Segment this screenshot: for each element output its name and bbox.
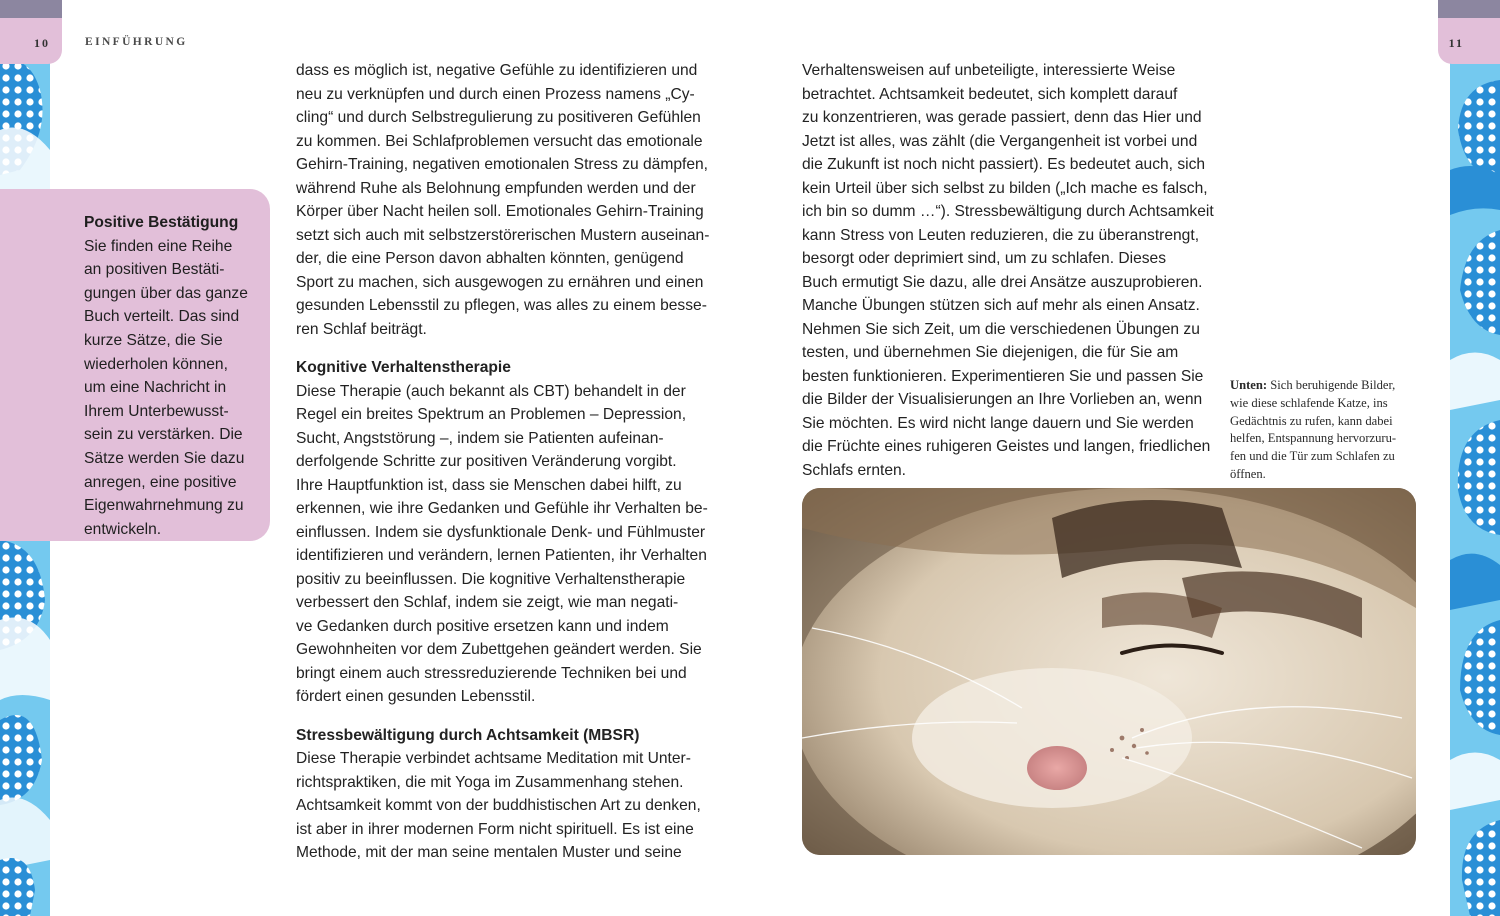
text-line: Körper über Nacht heilen soll. Emotionales Gehirn-Training (296, 203, 704, 220)
running-title: EINFÜHRUNG (85, 36, 188, 48)
text-line: gesunden Lebensstil zu pflegen, was alles zu einem besse- (296, 297, 707, 314)
text-line: während Ruhe als Belohnung empfunden werden und der (296, 179, 696, 197)
caption-line: wie diese schlafende Katze, ins (1230, 395, 1388, 410)
mbsr-heading: Stressbewältigung durch Achtsamkeit (MBSR) (296, 726, 640, 744)
text-line: besten funktionieren. Experimentieren Sie und passen Sie (802, 367, 1204, 385)
right-page-number: 11 (1448, 36, 1464, 50)
text-line: die Früchte eines ruhigeren Geistes und langen, friedlichen (802, 438, 1211, 455)
photo-caption (1230, 377, 1430, 484)
sidebar-line: sein zu verstärken. Die (84, 426, 243, 444)
right-decorative-strip (1450, 0, 1500, 916)
text-line: einflussen. Indem sie dysfunktionale Denk- und Fühlmuster (296, 523, 706, 541)
text-line: Nehmen Sie sich Zeit, um die verschiedenen Übungen zu (802, 320, 1200, 338)
caption-line: helfen, Entspannung hervorzuru- (1230, 431, 1397, 446)
text-line: verbessert den Schlaf, indem sie zeigt, wie man negati- (296, 594, 679, 611)
sidebar-line: anregen, eine positive (84, 473, 237, 491)
text-line: Schlafs ernten. (802, 461, 907, 479)
text-line: besorgt oder deprimiert sind, um zu schlafen. Dieses (802, 250, 1167, 267)
text-line: die Zukunft ist noch nicht passiert). Es bedeutet auch, sich (802, 156, 1206, 173)
caption-label: Unten: (1230, 378, 1268, 392)
sidebar-line: wiederholen können, (84, 355, 228, 373)
kitten-illustration (802, 488, 1416, 855)
sidebar-line: Sie finden eine Reihe (84, 237, 233, 255)
text-line: fördert einen gesunden Lebensstil. (296, 688, 536, 705)
right-page-tab (1438, 18, 1500, 64)
sidebar-text (84, 235, 254, 542)
cbt-paragraph (296, 380, 708, 709)
mbsr-paragraph (296, 747, 701, 865)
text-line: Sucht, Angststörung –, indem sie Patienten aufeinan- (296, 429, 664, 447)
text-line: neu zu verknüpfen und durch einen Prozess namens „Cy- (296, 85, 695, 103)
text-line: Sport zu machen, sich ausgewogen zu ernähren und einen (296, 273, 704, 291)
text-line: Ihre Hauptfunktion ist, dass sie Menschen dabei hilft, zu (296, 476, 682, 494)
text-line: Manche Übungen stützen sich auf mehr als einen Ansatz. (802, 297, 1200, 314)
sidebar-line: um eine Nachricht in (84, 379, 227, 397)
caption-line: Gedächtnis zu rufen, kann dabei (1230, 413, 1393, 428)
text-line: Diese Therapie verbindet achtsame Meditation mit Unter- (296, 750, 691, 767)
caption-line: fen und die Tür zum Schlafen zu (1230, 449, 1395, 464)
text-line: testen, und übernehmen Sie diejenigen, die für Sie am (802, 344, 1179, 361)
left-page-tab (0, 18, 62, 64)
sidebar-line: Eigenwahrnehmung zu (84, 497, 244, 515)
text-line: erkennen, wie ihre Gedanken und Gefühle ihr Verhalten be- (296, 500, 708, 517)
sidebar-line: Ihrem Unterbewusst- (84, 402, 229, 420)
sidebar-line: Sätze werden Sie dazu (84, 449, 245, 467)
text-line: ich bin so dumm …“). Stressbewältigung durch Achtsamkeit (802, 203, 1214, 220)
text-line: setzt sich auch mit selbstzerstörerischen Mustern auseinan- (296, 226, 710, 244)
caption-text (1230, 395, 1430, 484)
text-line: kein Urteil über sich selbst zu bilden („Ich mache es falsch, (802, 179, 1208, 197)
text-line: betrachtet. Achtsamkeit bedeutet, sich komplett darauf (802, 85, 1178, 103)
text-line: Sie möchten. Es wird nicht lange dauern und Sie werden (802, 414, 1194, 432)
text-line: richtspraktiken, die mit Yoga im Zusammenhang stehen. (296, 773, 684, 791)
text-line: dass es möglich ist, negative Gefühle zu identifizieren und (296, 62, 698, 79)
text-line: Verhaltensweisen auf unbeteiligte, interessierte Weise (802, 62, 1176, 79)
text-line: kann Stress von Leuten reduzieren, die zu überanstrengt, (802, 226, 1200, 244)
mindfulness-paragraph (802, 59, 1214, 482)
text-line: zu kommen. Bei Schlafproblemen versucht das emotionale (296, 132, 703, 150)
sleeping-kitten-photo (802, 488, 1416, 855)
text-line: Methode, mit der man seine mentalen Muster und seine (296, 844, 682, 861)
caption-first-line: Sich beruhigende Bilder, (1267, 378, 1396, 392)
text-line: Diese Therapie (auch bekannt als CBT) behandelt in der (296, 382, 686, 400)
text-line: cling“ und durch Selbstregulierung zu positiveren Gefühlen (296, 109, 701, 126)
text-line: Regel ein breites Spektrum an Problemen – Depression, (296, 406, 687, 423)
sidebar-line: an positiven Bestäti- (84, 261, 225, 279)
text-line: identifizieren und verändern, lernen Patienten, ihr Verhalten (296, 547, 707, 564)
text-line: Gehirn-Training, negativen emotionalen Stress zu dämpfen, (296, 156, 709, 173)
sidebar-line: Buch verteilt. Das sind (84, 308, 240, 326)
text-line: die Bilder der Visualisierungen an Ihre Vorlieben an, wenn (802, 391, 1203, 408)
left-tab-cap (0, 0, 62, 18)
text-line: derfolgende Schritte zur positiven Veränderung vorgibt. (296, 453, 677, 470)
text-column-right (802, 59, 1214, 482)
text-line: ren Schlaf beiträgt. (296, 320, 427, 338)
text-column-left (296, 59, 710, 865)
sidebar-line: gungen über das ganze (84, 284, 248, 302)
text-line: Achtsamkeit kommt von der buddhistischen Art zu denken, (296, 797, 701, 814)
text-line: der, die eine Person davon abhalten könnten, genügend (296, 250, 684, 267)
text-line: Jetzt ist alles, was zählt (die Vergangenheit ist vorbei und (802, 132, 1198, 150)
right-tab-cap (1438, 0, 1500, 18)
cbt-heading: Kognitive Verhaltenstherapie (296, 359, 511, 376)
text-line: bringt einem auch stressreduzierende Techniken bei und (296, 664, 687, 682)
sidebar-line: entwickeln. (84, 520, 162, 538)
text-line: Buch ermutigt Sie dazu, alle drei Ansätze auszuprobieren. (802, 273, 1203, 291)
intro-paragraph (296, 59, 710, 341)
text-line: positiv zu beeinflussen. Die kognitive Verhaltenstherapie (296, 570, 686, 588)
sidebar-line: kurze Sätze, die Sie (84, 331, 223, 349)
caption-line: öffnen. (1230, 466, 1266, 481)
text-line: zu konzentrieren, was gerade passiert, denn das Hier und (802, 109, 1202, 126)
text-line: ve Gedanken durch positive ersetzen kann und indem (296, 617, 669, 635)
text-line: ist aber in ihrer modernen Form nicht spirituell. Es ist eine (296, 820, 694, 838)
positive-affirmation-sidebar (0, 189, 270, 541)
left-page-number: 10 (34, 36, 50, 50)
sidebar-title: Positive Bestätigung (84, 214, 239, 231)
text-line: Gewohnheiten vor dem Zubettgehen geändert werden. Sie (296, 641, 702, 658)
